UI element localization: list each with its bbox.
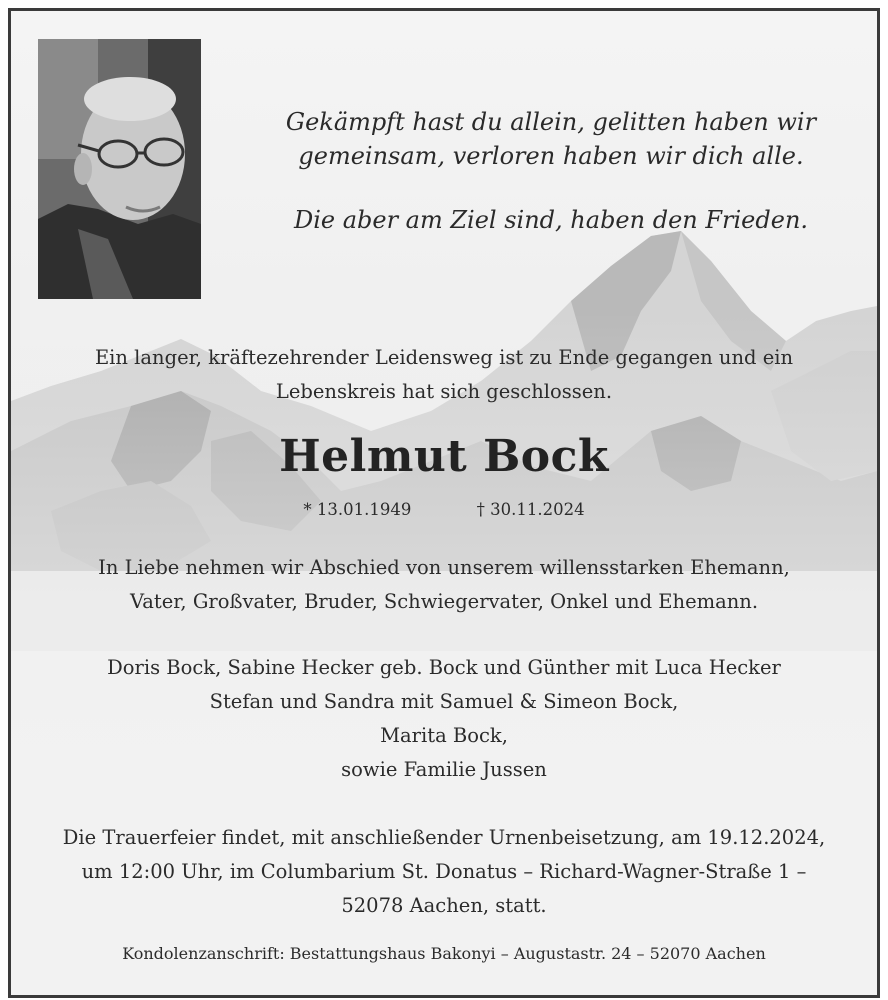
mourner-line: Stefan und Sandra mit Samuel & Simeon Bock, — [209, 690, 679, 713]
quote-line: gemeinsam, verloren haben wir dich alle. — [298, 142, 804, 170]
deceased-name: Helmut Bock — [279, 431, 609, 482]
death-date: † 30.11.2024 — [476, 500, 585, 519]
intro-line: Lebenskreis hat sich geschlossen. — [275, 380, 613, 403]
ceremony-line: 52078 Aachen, statt. — [341, 894, 547, 917]
mourner-line: Marita Bock, — [380, 724, 508, 747]
mourner-line: sowie Familie Jussen — [341, 758, 547, 781]
intro-text — [31, 341, 857, 409]
quote-block — [241, 105, 861, 237]
quote-line: Die aber am Ziel sind, haben den Frieden. — [293, 206, 809, 234]
mourners-list — [31, 651, 857, 787]
life-dates — [31, 498, 857, 522]
birth-date: * 13.01.1949 — [303, 500, 412, 519]
portrait-photo — [38, 39, 201, 299]
farewell-line: In Liebe nehmen wir Abschied von unserem willensstarken Ehemann, — [98, 556, 790, 579]
farewell-line: Vater, Großvater, Bruder, Schwiegervater, Onkel und Ehemann. — [129, 590, 759, 613]
condolence-address: Kondolenzanschrift: Bestattungshaus Bakonyi – Augustastr. 24 – 52070 Aachen — [122, 944, 766, 963]
mourner-line: Doris Bock, Sabine Hecker geb. Bock und Günther mit Luca Hecker — [107, 656, 781, 679]
ceremony-line: Die Trauerfeier findet, mit anschließender Urnenbeisetzung, am 19.12.2024, — [62, 826, 826, 849]
quote-line: Gekämpft hast du allein, gelitten haben wir — [285, 108, 817, 136]
obituary-notice — [8, 8, 880, 998]
ceremony-details — [31, 821, 857, 923]
intro-line: Ein langer, kräftezehrender Leidensweg ist zu Ende gegangen und ein — [94, 346, 794, 369]
ceremony-line: um 12:00 Uhr, im Columbarium St. Donatus – Richard-Wagner-Straße 1 – — [81, 860, 807, 883]
farewell-text — [31, 551, 857, 619]
